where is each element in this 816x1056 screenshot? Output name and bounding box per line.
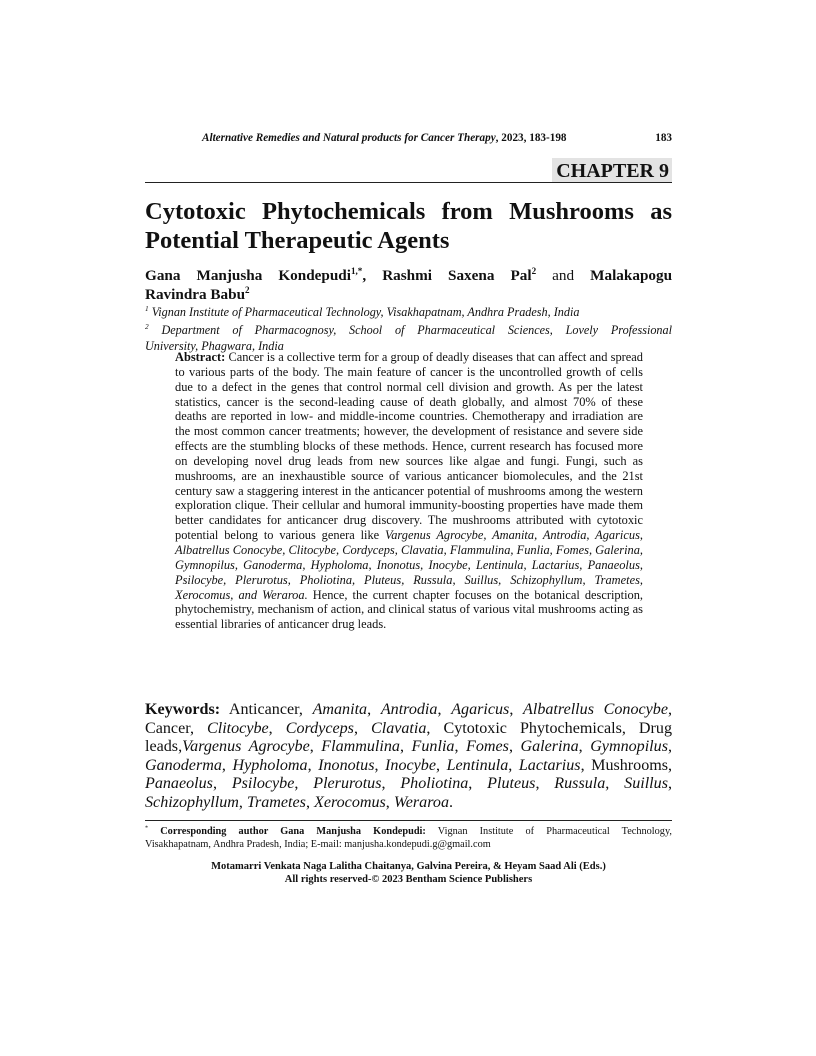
keyword: Trametes — [246, 793, 306, 811]
keyword: Funlia — [411, 738, 455, 756]
keyword: Clavatia — [370, 719, 427, 737]
keyword: Cancer — [145, 719, 190, 737]
keyword: Vargenus Agrocybe — [182, 738, 310, 756]
copyright-line: All rights reserved-© 2023 Bentham Science Publishers — [284, 874, 533, 885]
keyword: Mushrooms — [591, 756, 669, 774]
keyword: Albatrellus Conocybe — [523, 701, 668, 718]
abstract: Abstract: Cancer is a collective term for a group of deadly diseases that can affect and spread to various parts of the body. The main feature of cancer is the uncontrolled growth of cells due to a defect in the genes that control normal cell division and growth. As per the latest statistics, cancer is the second-leading cause of death globally, and almost 70% of these deaths are reported in low- and middle-income countries. Chemotherapy and irradiation are the most common cancer treatments; however, the development of resistance and severe side effects are the stumbling blocks of these methods. Hence, current research has focused more on developing novel drug leads from new sources like algae and fungi. Fungi, such as mushrooms, are an inexhaustible source of various anticancer biomolecules, and the 21st century saw a staggering interest in the anticancer potential of mushrooms among the western exploration clique. Their cellular and humoral immunity-boosting properties have made them better candidates for anticancer drug discovery. The mushrooms attributed with cytotoxic potential belong to various genera like Vargenus Agrocybe, Amanita, Antrodia, Agaricus, Albatrellus Conocybe, Clitocybe, Cordyceps, Clavatia, Flammulina, Funlia, Fomes, Galerina, Gymnopilus, Ganoderma, Hypholoma, Inonotus, Inocybe, Lentinula, Lactarius, Panaeolus, Psilocybe, Plerurotus, Pholiotina, Pluteus, Russula, Suillus, Schizophyllum, Trametes, Xerocomus, and Weraroa. Hence, the current chapter focuses on the botanical description, phytochemistry, mechanism of action, and clinical status of various vital mushrooms acting as essential libraries of anticancer drug leads. — [175, 350, 643, 632]
affiliation-1: $^1$ Vignan Institute of Pharmaceutical Technology, Visakhapatnam, Andhra Pradesh, India — [145, 303, 580, 319]
title-line-2: Potential Therapeutic Agents — [145, 227, 450, 254]
keyword: Suillus — [624, 775, 668, 793]
keyword: Gymnopilus — [590, 738, 668, 756]
keywords — [145, 701, 672, 813]
keyword: Clitocybe — [206, 719, 269, 737]
affiliation-2: $^2$ Department of Pharmacognosy, School of Pharmaceutical Sciences, Lovely Professional University, Phagwara, India — [145, 321, 672, 353]
page-number: 183 — [655, 132, 672, 144]
keyword: Panaeolus — [145, 775, 213, 793]
keyword: Fomes — [466, 738, 509, 756]
chapter-title — [145, 197, 672, 255]
author-3-first: Malakapogu — [590, 267, 673, 284]
author-2: Rashmi Saxena Pal — [382, 267, 532, 284]
keyword: Cytotoxic Phytochemicals — [443, 719, 622, 737]
year-pages: , 2023, 183-198 — [495, 132, 567, 144]
keyword: Lactarius — [518, 756, 581, 774]
abstract-label: Abstract: — [175, 350, 226, 364]
keyword: Agaricus — [451, 701, 510, 718]
publisher-footer — [145, 860, 672, 886]
keyword: Russula — [554, 775, 606, 793]
keyword: Drug leads — [145, 719, 672, 756]
keyword: Inocybe — [385, 756, 436, 774]
keyword: Cordyceps — [285, 719, 354, 737]
title-line-1: Cytotoxic Phytochemicals from Mushrooms as — [145, 198, 672, 225]
keyword: Anticancer — [228, 701, 299, 718]
editors-line: Motamarri Venkata Naga Lalitha Chaitanya, Galvina Pereira, & Heyam Saad Ali (Eds.) — [211, 861, 606, 872]
keyword: Amanita — [312, 701, 368, 718]
footnote: * Corresponding author Gana Manjusha Kondepudi: Vignan Institute of Pharmaceutical Technology, Visakhapatnam, Andhra Pradesh, India; E-mail: manjusha.kondepudi.g@gmail.com — [145, 824, 672, 850]
keyword: Xerocomus — [313, 793, 386, 811]
keyword: Weraroa — [393, 793, 449, 811]
keyword: Galerina — [520, 738, 579, 756]
keyword: Flammulina — [321, 738, 400, 756]
authors: Gana Manjusha Kondepudi$^{1,*}$, Rashmi Saxena Pal$^2$ and Malakapogu Ravindra Babu$^2$ — [145, 265, 673, 303]
keyword: Schizophyllum — [145, 793, 239, 811]
keyword: Antrodia — [380, 701, 438, 718]
journal-title: Alternative Remedies and Natural products for Cancer Therapy — [202, 132, 496, 144]
keyword: Lentinula — [446, 756, 509, 774]
chapter-label: CHAPTER 9 — [552, 158, 672, 183]
footnote-label: Corresponding author Gana Manjusha Kondepudi: — [160, 826, 426, 837]
keyword: Psilocybe — [231, 775, 295, 793]
keyword: Pholiotina — [400, 775, 469, 793]
keyword: Hypholoma — [232, 756, 308, 774]
keyword: Plerurotus — [313, 775, 382, 793]
keyword: Pluteus — [487, 775, 536, 793]
keywords-list: Anticancer, Amanita, Antrodia, Agaricus, Albatrellus Conocybe, Cancer, Clitocybe, Cordyceps, Clavatia, Cytotoxic Phytochemicals, Drug leads,Vargenus Agrocybe, Flammulina, Funlia, Fomes, Galerina, Gymnopilus, Ganoderma, Hypholoma, Inonotus, Inocybe, Lentinula, Lactarius, Mushrooms, Panaeolus, Psilocybe, Plerurotus, Pholiotina, Pluteus, Russula, Suillus, Schizophyllum, Trametes, Xerocomus, Weraroa. — [145, 701, 673, 811]
author-1: Gana Manjusha Kondepudi — [145, 267, 351, 284]
author-3-last: Ravindra Babu — [145, 286, 246, 303]
keyword: Inonotus — [318, 756, 375, 774]
keywords-label: Keywords: — [145, 701, 221, 718]
footnote-rule — [145, 820, 672, 821]
keyword: Ganoderma — [145, 756, 222, 774]
header-rule — [145, 182, 672, 183]
abstract-genera: Vargenus Agrocybe, Amanita, Antrodia, Agaricus, Albatrellus Conocybe, Clitocybe, Cordyceps, Clavatia, Flammulina, Funlia, Fomes, Galerina, Gymnopilus, Ganoderma, Hypholoma, Inonotus, Inocybe, Lentinula, Lactarius, Panaeolus, Psilocybe, Plerurotus, Pholiotina, Pluteus, Russula, Suillus, Schizophyllum, Trametes, Xerocomus, and Weraroa. — [175, 528, 643, 602]
